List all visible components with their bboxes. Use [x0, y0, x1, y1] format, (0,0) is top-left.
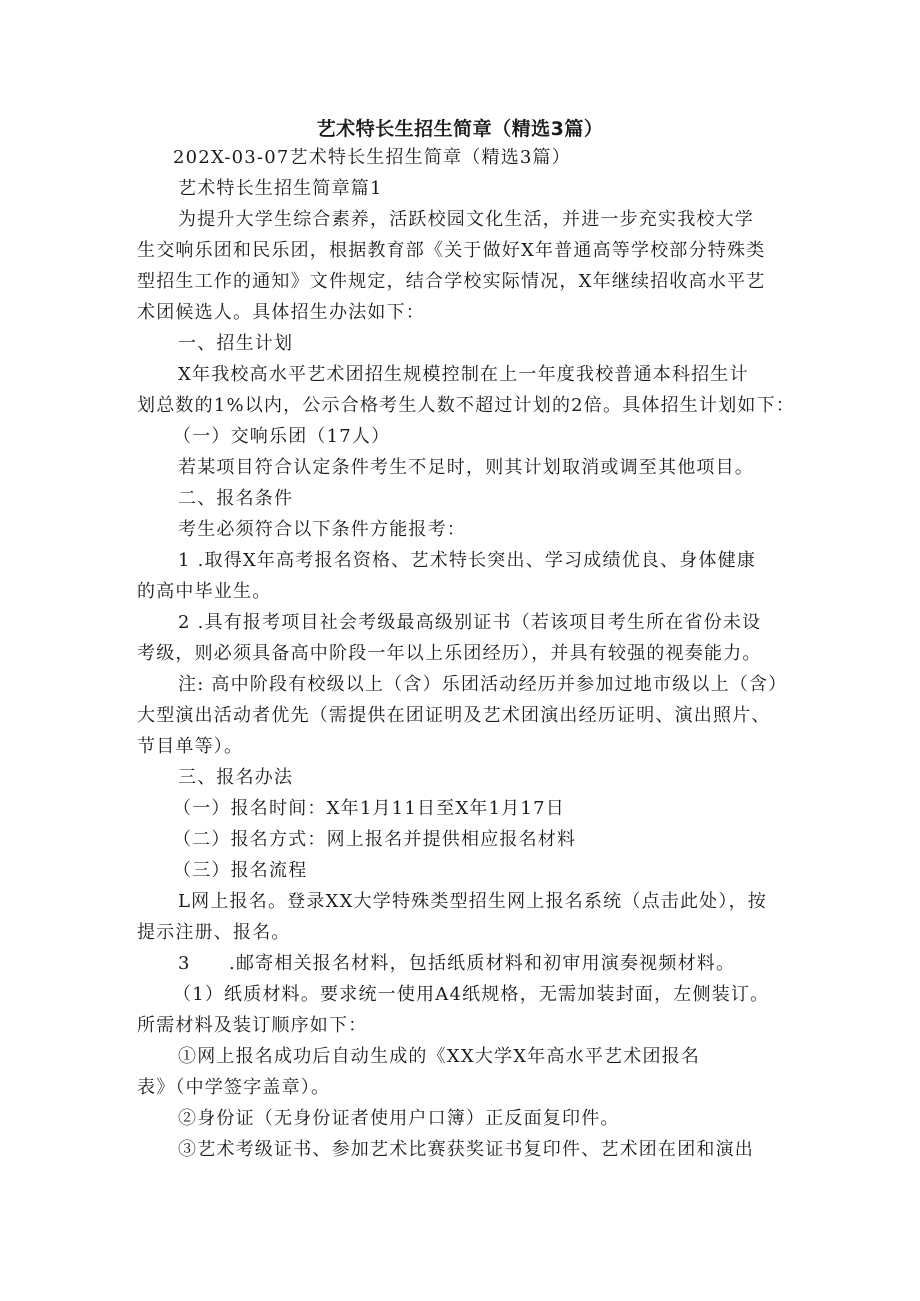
paragraph-line: （一）交响乐团（17人） [173, 426, 391, 447]
paragraph-line: 生交响乐团和民乐团，根据教育部《关于做好X年普通高等学校部分特殊类 [137, 240, 766, 261]
paragraph-line: 所需材料及装订顺序如下： [137, 1015, 368, 1036]
paragraph-line: （三）报名流程 [173, 860, 308, 881]
paragraph-line: 术团候选人。具体招生办法如下： [137, 302, 425, 323]
section-heading: 艺术特长生招生简章篇1 [178, 178, 383, 199]
list-item: ③艺术考级证书、参加艺术比赛获奖证书复印件、艺术团在团和演出 [178, 1139, 754, 1160]
list-item: ①网上报名成功后自动生成的《XX大学X年高水平艺术团报名 [178, 1046, 701, 1067]
paragraph-line: 若某项目符合认定条件考生不足时，则其计划取消或调至其他项目。 [178, 457, 754, 478]
paragraph-line: 提示注册、报名。 [137, 922, 291, 943]
document-date-line: 202X-03-07艺术特长生招生简章（精选3篇） [173, 147, 571, 168]
paragraph-line: 为提升大学生综合素养，活跃校园文化生活，并进一步充实我校大学 [178, 209, 754, 230]
paragraph-line: X年我校高水平艺术团招生规模控制在上一年度我校普通本科招生计 [178, 364, 749, 385]
list-item: 表》（中学签字盖章）。 [137, 1077, 331, 1098]
section-heading: 三、报名办法 [178, 767, 294, 788]
paragraph-line: 考生必须符合以下条件方能报考： [178, 519, 466, 540]
paragraph-line: （一）报名时间：X年1月11日至X年1月17日 [173, 798, 565, 819]
paragraph-line: （二）报名方式：网上报名并提供相应报名材料 [173, 829, 577, 850]
paragraph-line: 3 .邮寄相关报名材料，包括纸质材料和初审用演奏视频材料。 [178, 953, 736, 974]
paragraph-line: 2 .具有报考项目社会考级最高级别证书（若该项目考生所在省份未设 [178, 612, 762, 633]
paragraph-line: 划总数的1%以内，公示合格考生人数不超过计划的2倍。具体招生计划如下： [137, 395, 796, 416]
paragraph-line: L网上报名。登录XX大学特殊类型招生网上报名系统（点击此处），按 [178, 891, 767, 912]
list-item: ②身份证（无身份证者使用户口簿）正反面复印件。 [178, 1108, 620, 1129]
paragraph-line: 的高中毕业生。 [137, 581, 272, 602]
note-line: 注: 高中阶段有校级以上（含）乐团活动经历并参加过地市级以上（含） [178, 674, 788, 695]
paragraph-line: 考级，则必须具备高中阶段一年以上乐团经历），并具有较强的视奏能力。 [137, 643, 762, 664]
note-line: 大型演出活动者优先（需提供在团证明及艺术团演出经历证明、演出照片、 [137, 705, 771, 726]
document-title: 艺术特长生招生简章（精选3篇） [316, 118, 604, 140]
section-heading: 一、招生计划 [178, 333, 294, 354]
paragraph-line: （1）纸质材料。要求统一使用A4纸规格，无需加装封面，左侧装订。 [173, 984, 770, 1005]
paragraph-line: 1 .取得X年高考报名资格、艺术特长突出、学习成绩优良、身体健康 [178, 550, 757, 571]
section-heading: 二、报名条件 [178, 488, 294, 509]
paragraph-line: 型招生工作的通知》文件规定，结合学校实际情况，X年继续招收高水平艺 [137, 271, 766, 292]
note-line: 节目单等）。 [137, 736, 244, 757]
